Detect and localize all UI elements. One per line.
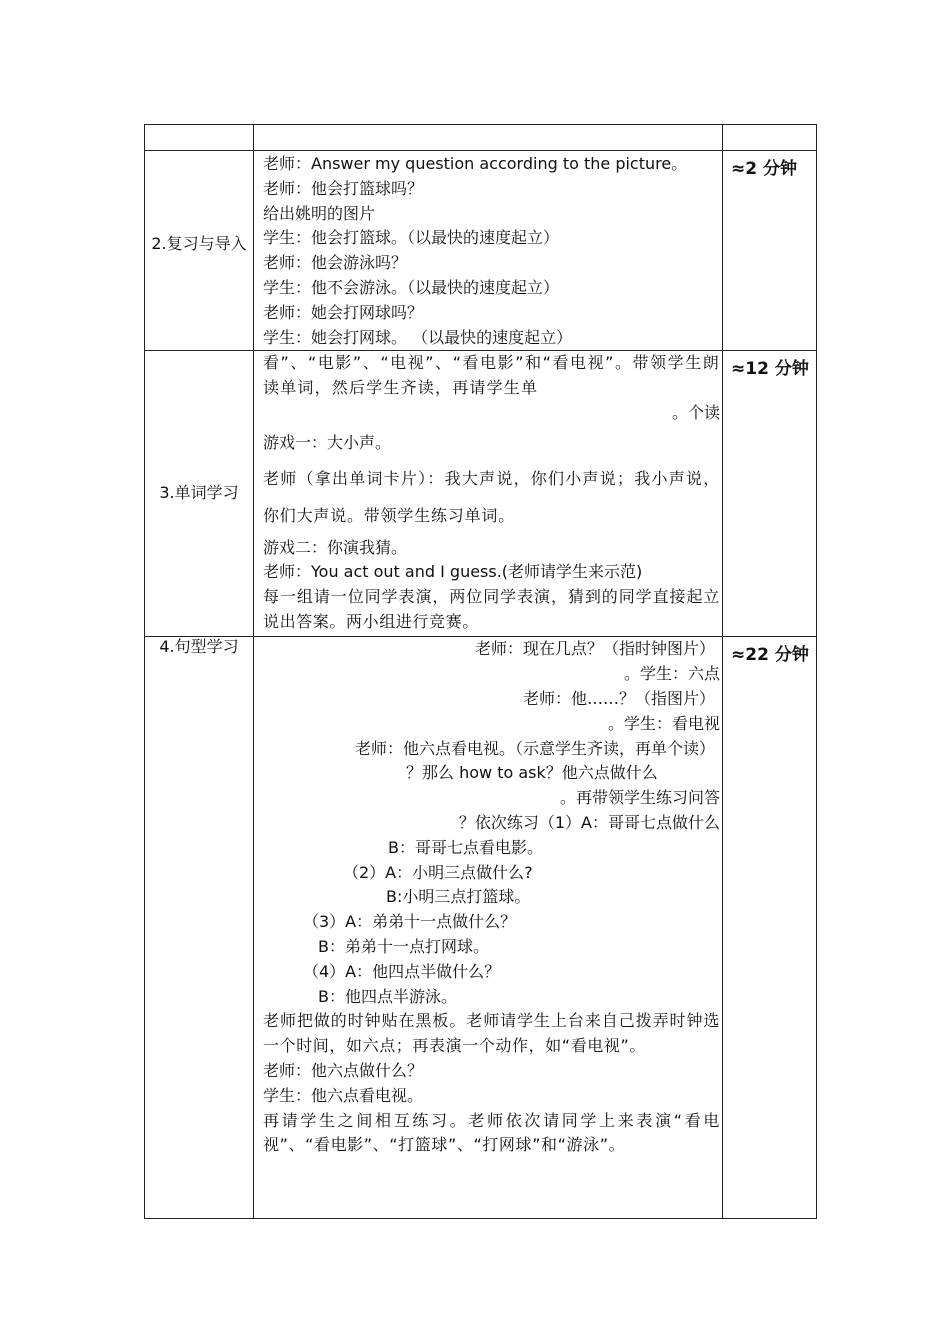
header-stage-cell — [145, 125, 254, 151]
content-line: 老师：她会打网球吗？ — [263, 302, 424, 322]
content-line: B:小明三点打篮球。 — [386, 887, 531, 907]
content-line: 学生：他六点看电视。 — [263, 1085, 424, 1105]
header-content-cell — [254, 125, 723, 151]
content-line: 学生：他不会游泳。（以最快的速度起立） — [263, 277, 560, 297]
stage-label: 3.单词学习 — [159, 483, 239, 503]
content-line: 。学生：六点 — [623, 664, 720, 684]
table-row — [145, 151, 817, 351]
content-line: 学生：她会打网球。 （以最快的速度起立） — [263, 327, 573, 347]
time-cell: ≈22 分钟 — [723, 637, 817, 1219]
table-row — [145, 351, 817, 637]
table-row — [145, 637, 817, 1219]
content-line: 老师：他……？（指图片） — [522, 688, 715, 708]
stage-label: 2.复习与导入 — [151, 234, 247, 254]
content-line: 。个读 — [671, 402, 720, 422]
content-line: （3）A：弟弟十一点做什么？ — [303, 912, 517, 932]
content-line: ？依次练习（1）A：哥哥七点做什么 — [458, 812, 720, 832]
time-cell: ≈2 分钟 — [723, 151, 817, 351]
content-line: 。学生：看电视 — [607, 713, 720, 733]
content-line: 老师（拿出单词卡片）：我大声说，你们小声说；我小声说，你们大声说。带领学生练习单词。 — [263, 468, 720, 525]
stage-label: 4.句型学习 — [159, 637, 239, 657]
content-line: 老师把做的时钟贴在黑板。老师请学生上台来自己拨弄时钟选一个时间，如六点；再表演一个动作，如“看电视”。 — [263, 1011, 720, 1056]
content-line: 游戏二：你演我猜。 — [263, 537, 408, 557]
content-line: 老师：他六点看电视。（示意学生齐读，再单个读） — [354, 738, 715, 758]
time-cell: ≈12 分钟 — [723, 351, 817, 637]
content-line: 。再带领学生练习问答 — [559, 788, 720, 808]
stage-cell — [145, 151, 254, 351]
content-line: B：他四点半游泳。 — [318, 986, 457, 1006]
content-line: 游戏一：大小声。 — [263, 432, 392, 452]
content-cell — [254, 151, 723, 351]
content-line: 再请学生之间相互练习。老师依次请同学上来表演“看电视”、“看电影”、“打篮球”、“打网球”和“游泳”。 — [263, 1110, 720, 1155]
content-line: B：弟弟十一点打网球。 — [318, 936, 489, 956]
content-line: （2）A：小明三点做什么? — [343, 862, 533, 882]
content-line: ？那么 how to ask？他六点做什么 — [406, 763, 658, 783]
lesson-plan-table — [144, 124, 817, 1219]
header-row — [145, 125, 817, 151]
stage-cell — [145, 637, 254, 1219]
content-line: B：哥哥七点看电影。 — [388, 837, 543, 857]
content-line: （4）A：他四点半做什么？ — [303, 961, 501, 981]
stage-cell — [145, 351, 254, 637]
content-cell — [254, 351, 723, 637]
content-line: 老师：他六点做什么？ — [263, 1060, 424, 1080]
content-line: 每一组请一位同学表演，两位同学表演，猜到的同学直接起立说出答案。两小组进行竞赛。 — [263, 587, 720, 631]
content-line: 老师：Answer my question according to the picture。 — [263, 154, 688, 173]
content-line: 看”、“电影”、“电视”、“看电影”和“看电视”。带领学生朗读单词，然后学生齐读，再请学生单 — [263, 353, 720, 398]
content-line: 学生：他会打篮球。（以最快的速度起立） — [263, 228, 560, 248]
content-line: 老师：他会游泳吗？ — [263, 253, 408, 273]
content-cell — [254, 637, 723, 1219]
header-time-cell — [723, 125, 817, 151]
content-line: 老师：现在几点？（指时钟图片） — [474, 639, 715, 659]
content-line: 老师：他会打篮球吗？ — [263, 178, 424, 198]
content-line: 老师：You act out and I guess.(老师请学生来示范) — [263, 562, 643, 582]
content-line: 给出姚明的图片 — [263, 203, 376, 223]
